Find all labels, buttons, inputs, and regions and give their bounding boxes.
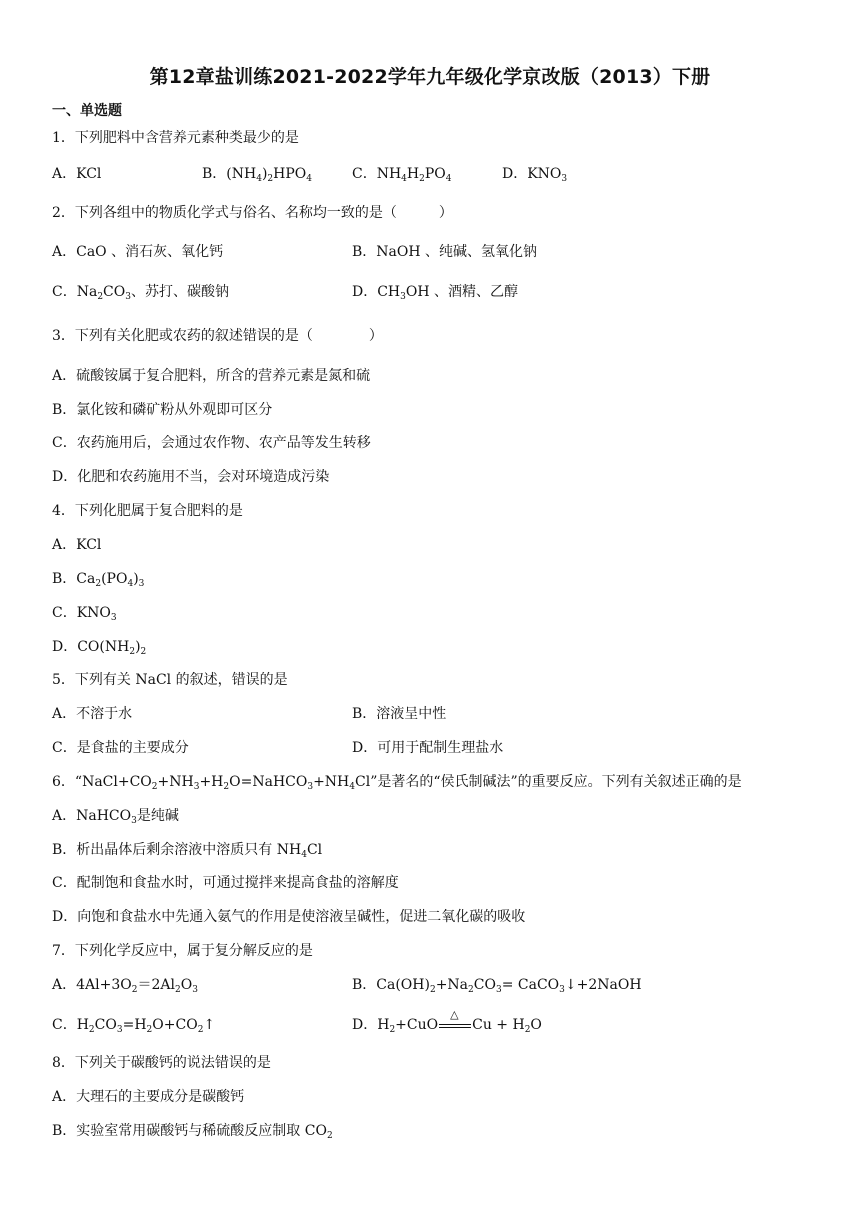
question-5-option-d: D．可用于配制生理盐水 [352, 740, 504, 756]
question-7-option-a: A．$4Al+3O_2=2Al_2O_3$ [52, 977, 198, 995]
question-2-option-a: A．CaO 、消石灰、氧化钙 [52, 244, 224, 260]
question-2-option-b: B．NaOH 、纯碱、氢氧化钠 [352, 244, 538, 260]
question-6-option-a: A．NaHCO$_3$是纯碱 [52, 808, 179, 826]
question-8-option-a: A．大理石的主要成分是碳酸钙 [52, 1089, 245, 1105]
question-3-option-c: C．农药施用后，会通过农作物、农产品等发生转移 [52, 435, 371, 451]
question-7-option-d: D．$H_2+CuO$ △ $Cu + H_2O$ [352, 1008, 542, 1035]
question-1-option-c: C．$NH_4H_2PO_4$ [352, 166, 452, 184]
question-4-option-b: B．$Ca_2(PO_4)_3$ [52, 571, 145, 589]
section-heading: 一、单选题 [52, 103, 122, 119]
question-4-option-c: C．$KNO_3$ [52, 605, 117, 623]
question-7-option-b: B．$Ca(OH)_2+Na_2CO_3=$ CaCO$_3$↓+2NaOH [352, 977, 642, 995]
question-6-option-b: B．析出晶体后剩余溶液中溶质只有 $NH_4Cl$ [52, 842, 323, 860]
question-4-option-d: D．$CO(NH_2)_2$ [52, 639, 147, 657]
question-6-option-c: C．配制饱和食盐水时，可通过搅拌来提高食盐的溶解度 [52, 875, 399, 891]
question-5-option-c: C．是食盐的主要成分 [52, 740, 189, 756]
question-2-stem: 2．下列各组中的物质化学式与俗名、名称均一致的是（ ） [52, 205, 453, 221]
question-1-stem: 1．下列肥料中含营养元素种类最少的是 [52, 130, 299, 146]
heating-condition-sign [438, 1008, 472, 1031]
question-7-option-c: C．$H_2CO_3=H_2O+CO_2↑$ [52, 1017, 216, 1035]
question-5-option-a: A．不溶于水 [52, 706, 133, 722]
question-6-option-d: D．向饱和食盐水中先通入氨气的作用是使溶液呈碱性，促进二氧化碳的吸收 [52, 909, 526, 925]
question-3-option-d: D．化肥和农药施用不当，会对环境造成污染 [52, 469, 330, 485]
question-5-stem: 5．下列有关 NaCl 的叙述，错误的是 [52, 672, 288, 688]
question-4-option-a: A．KCl [52, 537, 102, 553]
question-4-stem: 4．下列化肥属于复合肥料的是 [52, 503, 243, 519]
question-3-option-b: B．氯化铵和磷矿粉从外观即可区分 [52, 402, 273, 418]
question-2-option-d: D．$CH_3OH$ 、酒精、乙醇 [352, 284, 519, 302]
question-8-option-b: B．实验室常用碳酸钙与稀硫酸反应制取 $CO_2$ [52, 1123, 333, 1141]
heat-triangle-icon: △ [450, 1008, 459, 1021]
page-title: 第12章盐训练2021-2022学年九年级化学京改版（2013）下册 [149, 66, 711, 88]
question-2-option-c: C．$Na_2CO_3$、苏打、碳酸钠 [52, 284, 229, 302]
question-8-stem: 8．下列关于碳酸钙的说法错误的是 [52, 1055, 271, 1071]
question-1-option-a: A．KCl [52, 166, 102, 182]
question-1-option-b: B．$(NH_4)_2HPO_4$ [202, 166, 312, 184]
question-5-option-b: B．溶液呈中性 [352, 706, 447, 722]
question-1-option-d: D．$KNO_3$ [502, 166, 568, 184]
question-7-stem: 7．下列化学反应中，属于复分解反应的是 [52, 943, 313, 959]
question-3-option-a: A．硫酸铵属于复合肥料，所含的营养元素是氮和硫 [52, 368, 371, 384]
question-3-stem: 3．下列有关化肥或农药的叙述错误的是（ ） [52, 328, 383, 344]
question-6-stem: 6．“$NaCl+CO_2+NH_3+H_2O=NaHCO_3+NH_4Cl$”是著名的“侯氏制碱法”的重要反应。下列有关叙述正确的是 [52, 774, 742, 792]
